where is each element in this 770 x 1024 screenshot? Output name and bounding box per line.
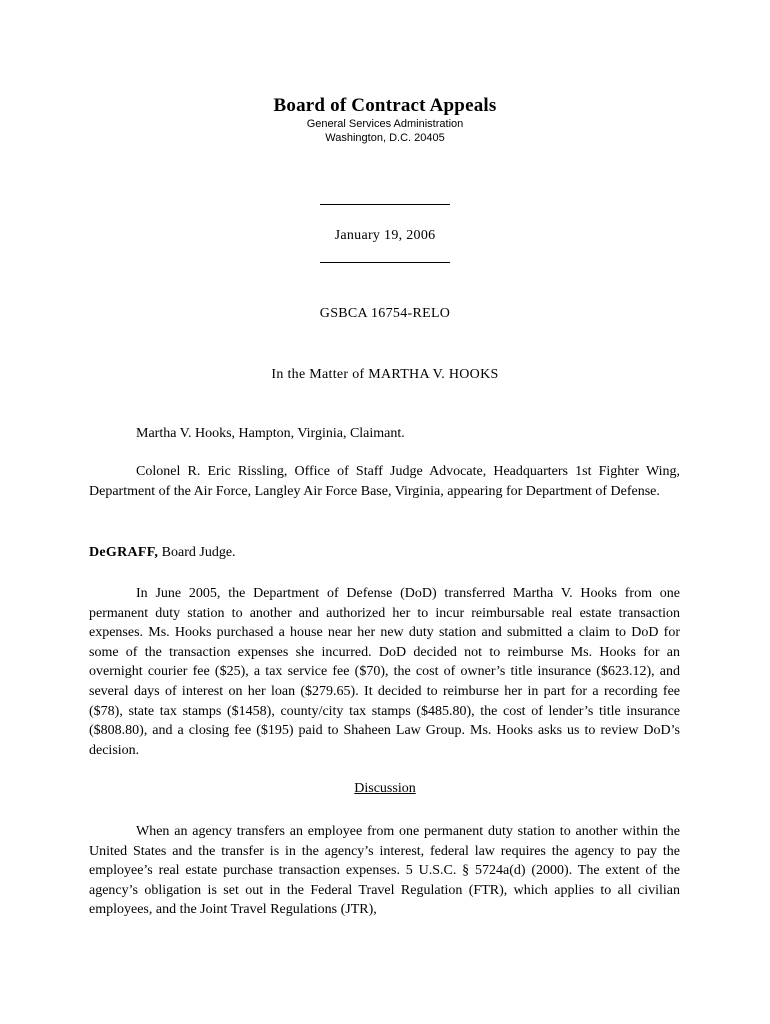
separator-rule-bottom <box>320 262 450 263</box>
body-paragraph-1: In June 2005, the Department of Defense (DoD) transferred Martha V. Hooks from one permanent duty station to another and authorized her to incur reimbursable real estate transaction expenses. Ms. Hooks purchased a house near her new duty station and submitted a claim to DoD for some of the transaction expenses she incurred. DoD decided not to reimburse Ms. Hooks for an overnight courier fee ($25), a tax service fee ($70), the cost of owner’s title insurance ($623.12), and several days of interest on her loan ($279.65). It decided to reimburse her in part for a recording fee ($78), state tax stamps ($1458), county/city tax stamps ($485.80), the cost of lender’s title insurance ($808.80), and a closing fee ($195) paid to Shaheen Law Group. Ms. Hooks asks us to review DoD’s decision. <box>89 586 680 758</box>
matter-caption: In the Matter of MARTHA V. HOOKS <box>271 367 499 382</box>
agency-name: General Services Administration <box>306 118 464 130</box>
agency-address: Washington, D.C. 20405 <box>325 132 445 144</box>
discussion-heading: Discussion <box>354 781 416 796</box>
docket-number: GSBCA 16754-RELO <box>319 306 451 321</box>
decision-date: January 19, 2006 <box>334 228 436 243</box>
agency-representative-paragraph: Colonel R. Eric Rissling, Office of Staff Judge Advocate, Headquarters 1st Fighter Wing, Department of the Air Force, Langley Air Force Base, Virginia, appearing for Department of Defense. <box>89 464 680 499</box>
claimant-paragraph: Martha V. Hooks, Hampton, Virginia, Claimant. <box>136 426 405 441</box>
separator-rule-top <box>320 204 450 205</box>
judge-title: Board Judge. <box>158 545 236 560</box>
judge-line <box>89 543 680 563</box>
board-title: Board of Contract Appeals <box>273 95 497 116</box>
body-paragraph-2: When an agency transfers an employee from one permanent duty station to another within the United States and the transfer is in the agency’s interest, federal law requires the agency to pay the employee’s real estate purchase transaction expenses. 5 U.S.C. § 5724a(d) (2000). The extent of the agency’s obligation is set out in the Federal Travel Regulation (FTR), which applies to all civilian employees, and the Joint Travel Regulations (JTR), <box>89 824 680 918</box>
judge-name: DeGRAFF, <box>89 545 159 560</box>
